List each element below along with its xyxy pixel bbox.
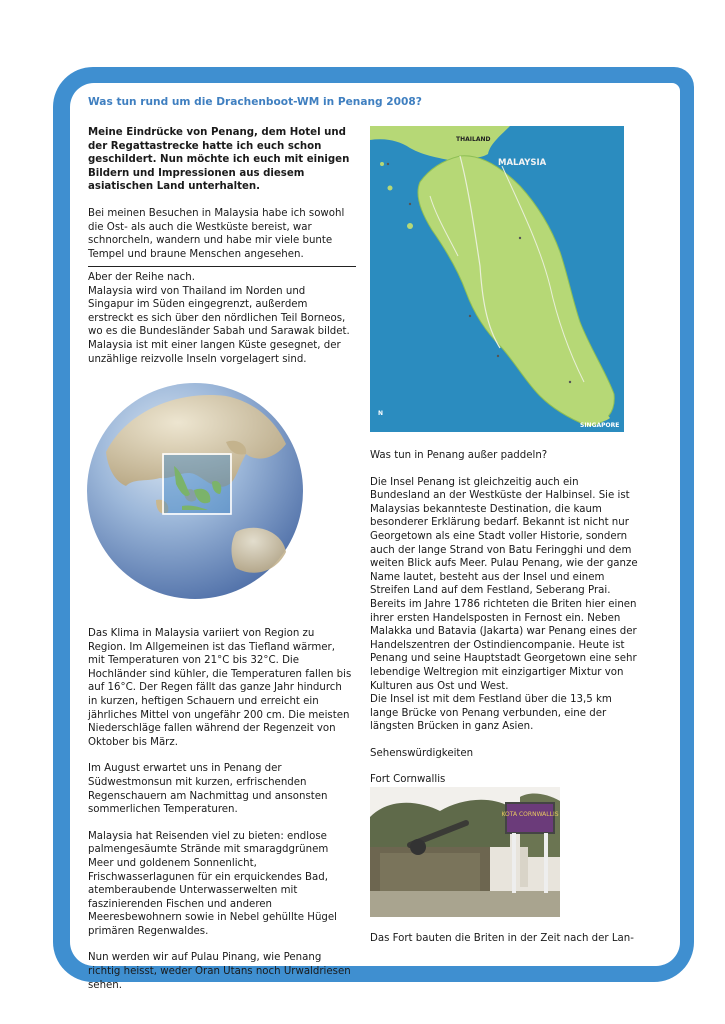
monsoon-paragraph: Im August erwartet uns in Penang der Südwestmonsun mit kurzen, erfrischenden Regenschauern am Nachmittag und ansonsten sommerlichen Temperaturen.	[88, 763, 328, 816]
left-column-mid	[88, 271, 354, 379]
climate-paragraph: Das Klima in Malaysia variiert von Region zu Region. Im Allgemeinen ist das Tiefland wärmer, mit Temperaturen von 21°C bis 32°C. Die Hochländer sind kühler, die Temperaturen fallen bis auf 16°C. Der Regen fällt das ganze Jahr hindurch in kurzen, heftigen Schauern und erreicht ein jährliches Mittel von ungefähr 200 cm. Die meisten Niederschläge fallen während der Regenzeit von Oktober bis März.	[88, 628, 352, 748]
sights-heading: Sehenswürdigkeiten	[370, 747, 474, 759]
pinang-paragraph: Nun werden wir auf Pulau Pinang, wie Penang richtig heisst, weder Oran Utans noch Urwaldriesen sehen.	[88, 952, 351, 991]
map-north-arrow: N	[378, 410, 384, 417]
borders-paragraph: Malaysia wird von Thailand im Norden und Singapur im Süden eingegrenzt, außerdem erstreckt es sich über den nördlichen Teil Borneos, wo es die Bundesländer Sabah und Sarawak bildet. Malaysia ist mit einer langen Küste gesegnet, der unzählige reizvolle Inseln vorgelagert sind.	[88, 285, 350, 365]
map-title-malaysia: MALAYSIA	[498, 158, 547, 168]
right-column-footer	[370, 932, 638, 946]
visits-paragraph: Bei meinen Besuchen in Malaysia habe ich sowohl die Ost- als auch die Westküste bereist, war schnorcheln, wandern und habe mir viele bunte Tempel und braune Menschen angesehen.	[88, 207, 345, 260]
left-column-top	[88, 126, 354, 274]
fort-cornwallis-photo	[370, 787, 560, 917]
map-label-singapore: SINGAPORE	[580, 422, 620, 429]
fort-built-line: Das Fort bauten die Briten in der Zeit nach der Lan-	[370, 933, 634, 944]
malaysia-map	[370, 126, 624, 432]
divider-line	[88, 266, 356, 267]
fort-heading: Fort Cornwallis	[370, 774, 446, 786]
intro-paragraph: Meine Eindrücke von Penang, dem Hotel und der Regattastrecke hatte ich euch schon geschildert. Nun möchte ich euch mit einigen Bildern und Impressionen aus diesem asiatischen Land unterhalten.	[88, 127, 350, 193]
map-graphic	[370, 126, 624, 432]
offerings-paragraph: Malaysia hat Reisenden viel zu bieten: endlose palmengesäumte Strände mit smaragdgrünem Meer und goldenem Sonnenlicht, Frischwasserlagunen für ein erquickendes Bad, atemberaubende Unterwasserwelten mit faszinierenden Fischen und anderen Meeresbewohnern sowie in Nebel gehüllte Hügel primären Regenwaldes.	[88, 830, 337, 937]
fort-sign-text: KOTA CORNWALLIS	[501, 811, 559, 818]
order-line: Aber der Reihe nach.	[88, 272, 195, 283]
island-paragraph: Die Insel Penang ist gleichzeitig auch ein Bundesland an der Westküste der Halbinsel. Sie ist Malaysias bekannteste Destination, die kaum besonderer Erklärung bedarf. Bekannt ist nicht nur Georgetown als eine Stadt voller Historie, sondern auch der lange Strand von Batu Feringghi und dem weiten Blick aufs Meer. Pulau Penang, wie der ganze Name lautet, besteht aus der Insel und einem Streifen Land auf dem Festland, Seberang Prai.	[370, 476, 638, 597]
map-label-thailand: THAILAND	[456, 136, 491, 143]
page-heading: Was tun rund um die Drachenboot-WM in Penang 2008?	[88, 96, 422, 108]
history-paragraph: Bereits im Jahre 1786 richteten die Briten hier einen ihrer ersten Handelsposten in Fernost ein. Neben Malakka und Batavia (Jakarta) war Penang eines der Handelszentren der Ostindiencompanie. Heute ist Penang und seine Hauptstadt Georgetown eine sehr lebendige Weltregion mit einzigartiger Mixtur von Kulturen aus Ost und West.	[370, 598, 637, 692]
left-column-bottom	[88, 627, 354, 1005]
bridge-paragraph: Die Insel ist mit dem Festland über die 13,5 km lange Brücke von Penang verbunden, eine der längsten Brücken in ganz Asien.	[370, 694, 612, 733]
question-heading: Was tun in Penang außer paddeln?	[370, 450, 548, 461]
globe-image	[86, 382, 304, 600]
right-column	[370, 449, 638, 800]
